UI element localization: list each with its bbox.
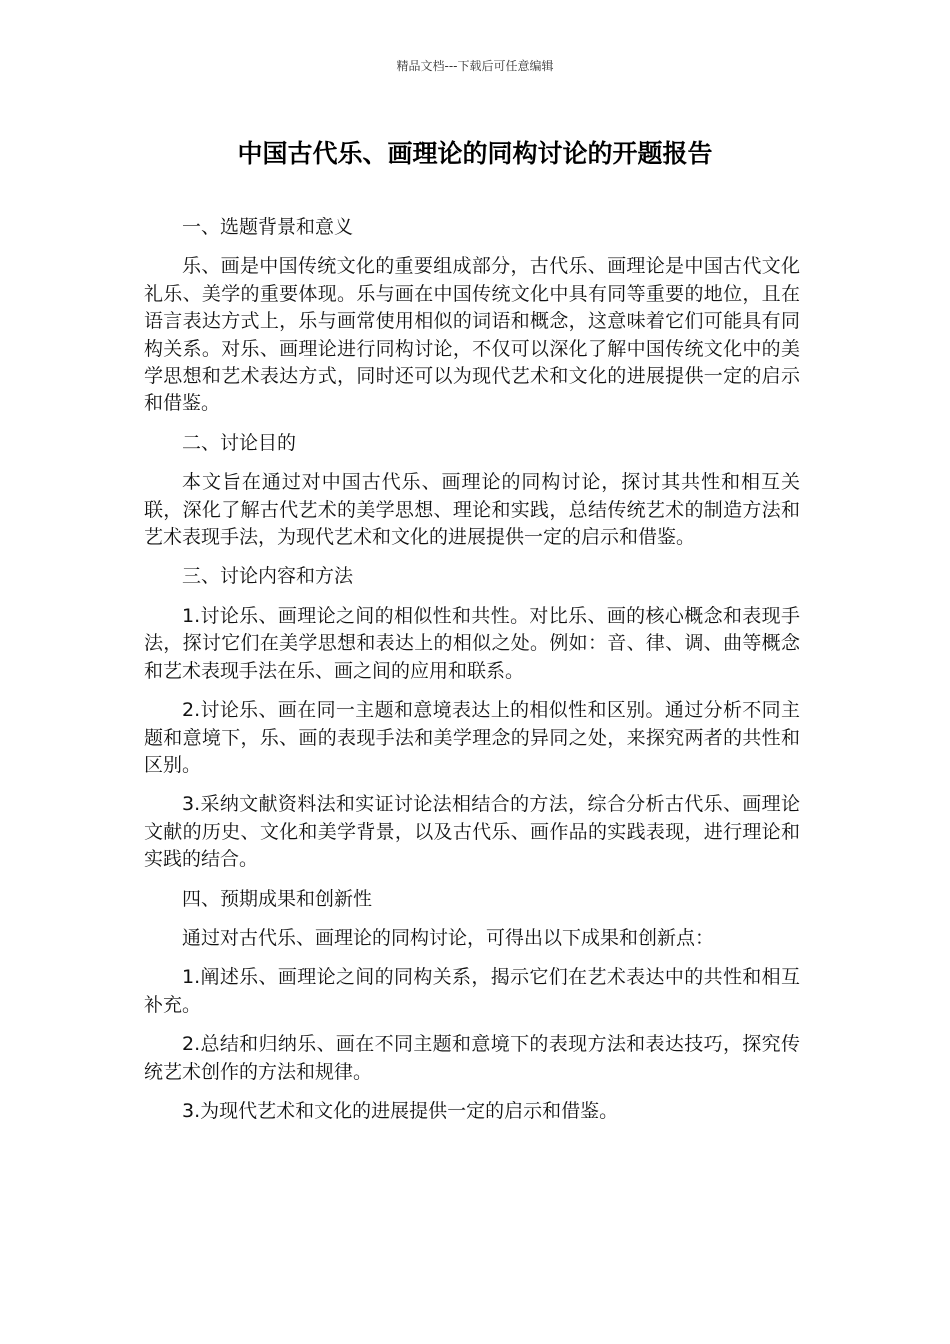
paragraph-outcome-item-1: 1.阐述乐、画理论之间的同构关系，揭示它们在艺术表达中的共性和相互补充。 xyxy=(144,966,800,1016)
paragraph-content-item-3: 3.采纳文献资料法和实证讨论法相结合的方法，综合分析古代乐、画理论文献的历史、文化和美学背景，以及古代乐、画作品的实践表现，进行理论和实践的结合。 xyxy=(144,793,800,871)
paragraph-content-item-2: 2.讨论乐、画在同一主题和意境表达上的相似性和区别。通过分析不同主题和意境下，乐、画的表现手法和美学理念的异同之处，来探究两者的共性和区别。 xyxy=(144,699,800,776)
paragraph-outcome-item-2: 2.总结和归纳乐、画在不同主题和意境下的表现方法和表达技巧，探究传统艺术创作的方法和规律。 xyxy=(144,1033,800,1083)
document-body xyxy=(144,214,800,1137)
paragraph-outcomes-intro: 通过对古代乐、画理论的同构讨论，可得出以下成果和创新点： xyxy=(182,926,715,949)
paragraph-content-item-1: 1.讨论乐、画理论之间的相似性和共性。对比乐、画的核心概念和表现手法，探讨它们在美学思想和表达上的相似之处。例如：音、律、调、曲等概念和艺术表现手法在乐、画之间的应用和联系。 xyxy=(144,604,800,682)
section-heading-purpose: 二、讨论目的 xyxy=(182,431,297,454)
document-title: 中国古代乐、画理论的同构讨论的开题报告 xyxy=(237,139,713,168)
paragraph-purpose: 本文旨在通过对中国古代乐、画理论的同构讨论，探讨其共性和相互关联，深化了解古代艺术的美学思想、理论和实践，总结传统艺术的制造方法和艺术表现手法，为现代艺术和文化的进展提供一定的启示和借鉴。 xyxy=(144,471,800,549)
document-header-note: 精品文档---下载后可任意编辑 xyxy=(396,59,554,73)
section-heading-outcomes: 四、预期成果和创新性 xyxy=(182,887,373,910)
section-heading-content-method: 三、讨论内容和方法 xyxy=(182,565,354,588)
paragraph-background: 乐、画是中国传统文化的重要组成部分，古代乐、画理论是中国古代文化礼乐、美学的重要体现。乐与画在中国传统文化中具有同等重要的地位，且在语言表达方式上，乐与画常使用相似的词语和概念，这意味着它们可能具有同构关系。对乐、画理论进行同构讨论，不仅可以深化了解中国传统文化中的美学思想和艺术表达方式，同时还可以为现代艺术和文化的进展提供一定的启示和借鉴。 xyxy=(144,255,800,415)
paragraph-outcome-item-3: 3.为现代艺术和文化的进展提供一定的启示和借鉴。 xyxy=(182,1099,619,1122)
section-heading-background: 一、选题背景和意义 xyxy=(182,216,354,238)
